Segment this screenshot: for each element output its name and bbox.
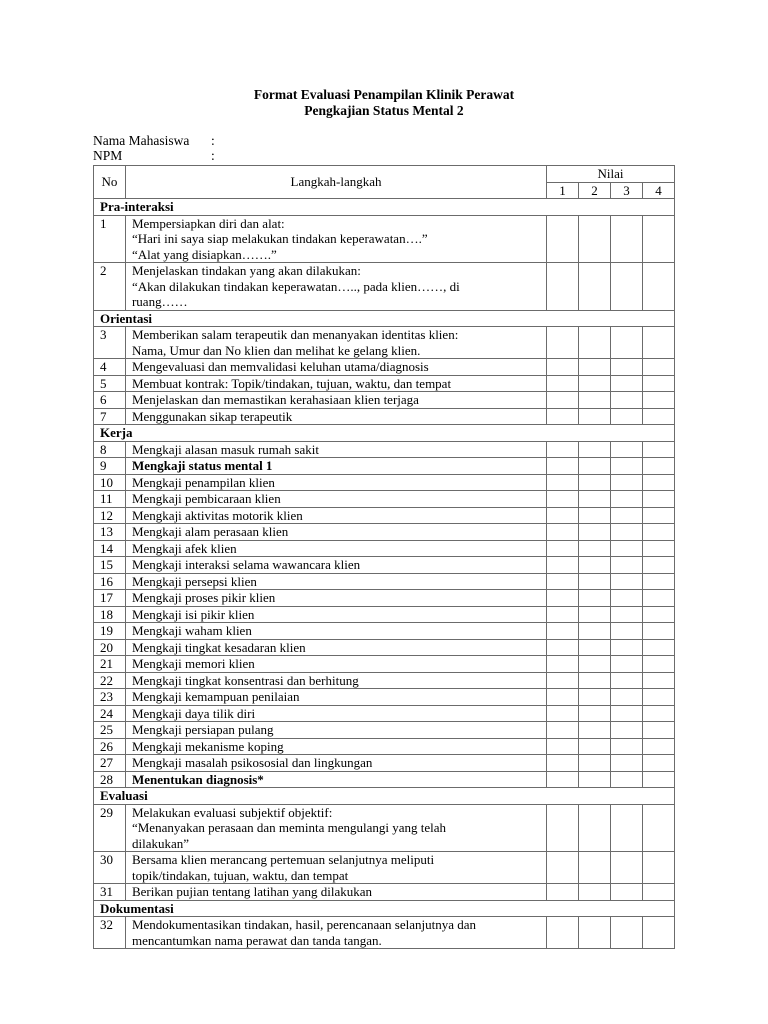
row-number: 19	[94, 623, 126, 640]
score-cell-1[interactable]	[547, 606, 579, 623]
row-number: 28	[94, 771, 126, 788]
score-cell-1[interactable]	[547, 474, 579, 491]
score-cell-2[interactable]	[579, 738, 611, 755]
step-description	[125, 441, 546, 458]
score-cell-3[interactable]	[610, 672, 642, 689]
score-cell-4[interactable]	[642, 623, 674, 640]
row-number: 13	[94, 524, 126, 541]
score-cell-1[interactable]	[547, 884, 579, 901]
score-cell-4[interactable]	[642, 327, 674, 359]
npm-field	[93, 148, 215, 164]
score-cell-3[interactable]	[610, 540, 642, 557]
table-row	[94, 327, 675, 359]
score-cell-3[interactable]	[610, 491, 642, 508]
step-description	[125, 656, 546, 673]
score-cell-1[interactable]	[547, 656, 579, 673]
step-description	[125, 507, 546, 524]
table-row	[94, 917, 675, 949]
score-cell-4[interactable]	[642, 491, 674, 508]
step-line: Mengkaji proses pikir klien	[131, 590, 276, 605]
evaluation-table	[93, 165, 675, 949]
score-cell-2[interactable]	[579, 689, 611, 706]
table-row	[94, 540, 675, 557]
score-cell-1[interactable]	[547, 639, 579, 656]
score-cell-4[interactable]	[642, 722, 674, 739]
step-line: Mengkaji tingkat konsentrasi dan berhitung	[131, 672, 359, 688]
score-cell-1[interactable]	[547, 755, 579, 772]
score-cell-3[interactable]	[610, 623, 642, 640]
score-cell-3[interactable]	[610, 524, 642, 541]
section-row	[94, 425, 675, 442]
step-line: Mengkaji kemampuan penilaian	[131, 689, 300, 704]
score-cell-1[interactable]	[547, 359, 579, 376]
score-cell-4[interactable]	[642, 540, 674, 557]
score-cell-3[interactable]	[610, 606, 642, 623]
score-cell-3[interactable]	[610, 804, 642, 852]
score-cell-2[interactable]	[579, 672, 611, 689]
step-line: Mengkaji daya tilik diri	[131, 705, 256, 721]
table-row	[94, 491, 675, 508]
row-number: 9	[94, 458, 126, 475]
table-row	[94, 722, 675, 739]
section-title: Orientasi	[94, 310, 675, 327]
step-description	[125, 884, 546, 901]
score-cell-2[interactable]	[579, 263, 611, 311]
step-line: Menjelaskan dan memastikan kerahasiaan klien terjaga	[131, 392, 419, 407]
step-description	[125, 392, 546, 409]
table-row	[94, 507, 675, 524]
table-row	[94, 590, 675, 607]
step-line: Mengkaji tingkat kesadaran klien	[131, 639, 306, 655]
score-cell-2[interactable]	[579, 557, 611, 574]
score-cell-4[interactable]	[642, 852, 674, 884]
step-line: Mengkaji waham klien	[131, 623, 252, 638]
score-cell-2[interactable]	[579, 590, 611, 607]
score-cell-1[interactable]	[547, 573, 579, 590]
score-cell-2[interactable]	[579, 573, 611, 590]
score-cell-2[interactable]	[579, 852, 611, 884]
row-number: 14	[94, 540, 126, 557]
table-row	[94, 884, 675, 901]
row-number: 29	[94, 804, 126, 852]
step-line: Menjelaskan tindakan yang akan dilakukan:	[131, 263, 361, 278]
score-cell-4[interactable]	[642, 458, 674, 475]
row-number: 4	[94, 359, 126, 376]
step-line: mencantumkan nama perawat dan tanda tangan.	[131, 932, 382, 948]
row-number: 1	[94, 215, 126, 263]
step-description	[125, 215, 546, 263]
step-line: Mengkaji mekanisme koping	[131, 738, 284, 754]
score-cell-1[interactable]	[547, 738, 579, 755]
step-line: dilakukan”	[131, 835, 190, 851]
score-cell-4[interactable]	[642, 359, 674, 376]
score-cell-1[interactable]	[547, 917, 579, 949]
score-cell-4[interactable]	[642, 441, 674, 458]
score-cell-2[interactable]	[579, 458, 611, 475]
score-cell-4[interactable]	[642, 917, 674, 949]
table-row	[94, 263, 675, 311]
student-name-label: Nama Mahasiswa	[93, 133, 190, 148]
row-number: 32	[94, 917, 126, 949]
score-cell-1[interactable]	[547, 590, 579, 607]
step-description	[125, 458, 546, 475]
step-description	[125, 722, 546, 739]
table-row	[94, 705, 675, 722]
score-cell-1[interactable]	[547, 524, 579, 541]
score-cell-3[interactable]	[610, 392, 642, 409]
score-cell-1[interactable]	[547, 441, 579, 458]
step-line: Memberikan salam terapeutik dan menanyakan identitas klien:	[131, 327, 459, 342]
score-cell-2[interactable]	[579, 507, 611, 524]
score-cell-2[interactable]	[579, 359, 611, 376]
row-number: 31	[94, 884, 126, 901]
score-cell-1[interactable]	[547, 804, 579, 852]
student-name-field	[93, 133, 215, 149]
row-number: 15	[94, 557, 126, 574]
score-cell-3[interactable]	[610, 441, 642, 458]
score-cell-4[interactable]	[642, 392, 674, 409]
table-row	[94, 672, 675, 689]
step-line: Mengkaji masalah psikososial dan lingkungan	[131, 755, 373, 770]
header-score-2: 2	[579, 182, 611, 199]
header-score: Nilai	[547, 166, 675, 183]
score-cell-1[interactable]	[547, 375, 579, 392]
table-row	[94, 738, 675, 755]
table-row	[94, 689, 675, 706]
score-cell-1[interactable]	[547, 491, 579, 508]
table-row	[94, 359, 675, 376]
score-cell-1[interactable]	[547, 458, 579, 475]
score-cell-2[interactable]	[579, 327, 611, 359]
step-description	[125, 590, 546, 607]
header-score-3: 3	[610, 182, 642, 199]
header-score-4: 4	[642, 182, 674, 199]
step-description	[125, 852, 546, 884]
step-line: Mempersiapkan diri dan alat:	[131, 215, 285, 231]
score-cell-3[interactable]	[610, 408, 642, 425]
score-cell-1[interactable]	[547, 392, 579, 409]
section-row	[94, 900, 675, 917]
score-cell-4[interactable]	[642, 573, 674, 590]
score-cell-3[interactable]	[610, 375, 642, 392]
score-cell-2[interactable]	[579, 804, 611, 852]
score-cell-1[interactable]	[547, 408, 579, 425]
score-cell-2[interactable]	[579, 441, 611, 458]
score-cell-4[interactable]	[642, 408, 674, 425]
score-cell-3[interactable]	[610, 359, 642, 376]
step-line: Mengkaji interaksi selama wawancara klien	[131, 557, 361, 572]
score-cell-2[interactable]	[579, 606, 611, 623]
score-cell-2[interactable]	[579, 917, 611, 949]
score-cell-3[interactable]	[610, 639, 642, 656]
table-row	[94, 441, 675, 458]
step-description	[125, 689, 546, 706]
step-line: Menggunakan sikap terapeutik	[131, 408, 293, 424]
score-cell-2[interactable]	[579, 540, 611, 557]
score-cell-4[interactable]	[642, 705, 674, 722]
step-line: Mengevaluasi dan memvalidasi keluhan utama/diagnosis	[131, 359, 429, 374]
section-row	[94, 199, 675, 216]
score-cell-1[interactable]	[547, 540, 579, 557]
table-row	[94, 573, 675, 590]
score-cell-4[interactable]	[642, 215, 674, 263]
step-line: Mengkaji memori klien	[131, 656, 255, 671]
score-cell-4[interactable]	[642, 590, 674, 607]
step-description	[125, 771, 546, 788]
score-cell-4[interactable]	[642, 263, 674, 311]
score-cell-3[interactable]	[610, 884, 642, 901]
row-number: 10	[94, 474, 126, 491]
score-cell-1[interactable]	[547, 507, 579, 524]
score-cell-1[interactable]	[547, 852, 579, 884]
section-title: Dokumentasi	[94, 900, 675, 917]
score-cell-4[interactable]	[642, 474, 674, 491]
table-row	[94, 524, 675, 541]
score-cell-2[interactable]	[579, 524, 611, 541]
npm-label: NPM	[93, 148, 123, 163]
score-cell-4[interactable]	[642, 755, 674, 772]
step-line: ruang……	[131, 294, 188, 309]
step-description	[125, 557, 546, 574]
page-title: Format Evaluasi Penampilan Klinik Perawat	[253, 87, 515, 102]
npm-colon: :	[211, 148, 215, 163]
step-description	[125, 474, 546, 491]
step-description	[125, 606, 546, 623]
row-number: 17	[94, 590, 126, 607]
score-cell-1[interactable]	[547, 689, 579, 706]
score-cell-4[interactable]	[642, 672, 674, 689]
header-steps: Langkah-langkah	[125, 166, 546, 199]
table-row	[94, 474, 675, 491]
row-number: 8	[94, 441, 126, 458]
score-cell-2[interactable]	[579, 884, 611, 901]
score-cell-3[interactable]	[610, 689, 642, 706]
step-description	[125, 408, 546, 425]
row-number: 6	[94, 392, 126, 409]
score-cell-3[interactable]	[610, 215, 642, 263]
score-cell-2[interactable]	[579, 375, 611, 392]
score-cell-4[interactable]	[642, 557, 674, 574]
row-number: 22	[94, 672, 126, 689]
score-cell-3[interactable]	[610, 771, 642, 788]
score-cell-3[interactable]	[610, 656, 642, 673]
table-row	[94, 408, 675, 425]
score-cell-2[interactable]	[579, 491, 611, 508]
table-row	[94, 771, 675, 788]
step-line: Mengkaji afek klien	[131, 540, 237, 556]
row-number: 21	[94, 656, 126, 673]
score-cell-1[interactable]	[547, 722, 579, 739]
step-description	[125, 524, 546, 541]
score-cell-3[interactable]	[610, 852, 642, 884]
section-title: Pra-interaksi	[94, 199, 675, 216]
score-cell-4[interactable]	[642, 375, 674, 392]
table-row	[94, 606, 675, 623]
step-line: Mengkaji alam perasaan klien	[131, 524, 289, 539]
step-description	[125, 359, 546, 376]
score-cell-2[interactable]	[579, 771, 611, 788]
step-line: Bersama klien merancang pertemuan selanjutnya meliputi	[131, 852, 435, 867]
section-title: Kerja	[94, 425, 675, 442]
row-number: 16	[94, 573, 126, 590]
score-cell-1[interactable]	[547, 263, 579, 311]
score-cell-4[interactable]	[642, 689, 674, 706]
score-cell-4[interactable]	[642, 507, 674, 524]
step-description	[125, 755, 546, 772]
step-line: Mendokumentasikan tindakan, hasil, perencanaan selanjutnya dan	[131, 917, 476, 932]
step-line: Mengkaji isi pikir klien	[131, 606, 255, 622]
table-row	[94, 852, 675, 884]
row-number: 23	[94, 689, 126, 706]
table-row	[94, 557, 675, 574]
row-number: 18	[94, 606, 126, 623]
score-cell-2[interactable]	[579, 705, 611, 722]
step-line: Mengkaji aktivitas motorik klien	[131, 507, 303, 523]
row-number: 26	[94, 738, 126, 755]
score-cell-2[interactable]	[579, 755, 611, 772]
score-cell-3[interactable]	[610, 474, 642, 491]
score-cell-2[interactable]	[579, 623, 611, 640]
student-name-colon: :	[211, 133, 215, 148]
step-description	[125, 804, 546, 852]
score-cell-1[interactable]	[547, 215, 579, 263]
table-row	[94, 375, 675, 392]
section-row	[94, 788, 675, 805]
table-row	[94, 623, 675, 640]
score-cell-4[interactable]	[642, 804, 674, 852]
step-line: “Akan dilakukan tindakan keperawatan….., pada klien……, di	[131, 278, 460, 294]
row-number: 11	[94, 491, 126, 508]
score-cell-4[interactable]	[642, 884, 674, 901]
header-no: No	[94, 166, 126, 199]
score-cell-3[interactable]	[610, 458, 642, 475]
step-line: “Menanyakan perasaan dan meminta mengulangi yang telah	[131, 820, 447, 835]
step-description	[125, 917, 546, 949]
header-score-1: 1	[547, 182, 579, 199]
score-cell-2[interactable]	[579, 392, 611, 409]
score-cell-4[interactable]	[642, 524, 674, 541]
section-title: Evaluasi	[94, 788, 675, 805]
score-cell-3[interactable]	[610, 573, 642, 590]
table-row	[94, 804, 675, 852]
score-cell-3[interactable]	[610, 755, 642, 772]
step-line: Mengkaji penampilan klien	[131, 474, 275, 490]
row-number: 7	[94, 408, 126, 425]
step-description	[125, 672, 546, 689]
step-line: Mengkaji persiapan pulang	[131, 722, 274, 737]
score-cell-3[interactable]	[610, 327, 642, 359]
score-cell-1[interactable]	[547, 623, 579, 640]
step-description	[125, 623, 546, 640]
score-cell-1[interactable]	[547, 557, 579, 574]
score-cell-4[interactable]	[642, 771, 674, 788]
table-row	[94, 639, 675, 656]
step-line: Melakukan evaluasi subjektif objektif:	[131, 804, 333, 820]
row-number: 3	[94, 327, 126, 359]
table-row	[94, 755, 675, 772]
step-line: Mengkaji status mental 1	[131, 458, 273, 473]
step-line: Mengkaji pembicaraan klien	[131, 491, 281, 506]
score-cell-2[interactable]	[579, 722, 611, 739]
row-number: 25	[94, 722, 126, 739]
step-description	[125, 705, 546, 722]
step-description	[125, 375, 546, 392]
step-description	[125, 540, 546, 557]
score-cell-3[interactable]	[610, 557, 642, 574]
table-row	[94, 458, 675, 475]
score-cell-2[interactable]	[579, 656, 611, 673]
step-description	[125, 573, 546, 590]
score-cell-3[interactable]	[610, 705, 642, 722]
step-description	[125, 738, 546, 755]
score-cell-3[interactable]	[610, 590, 642, 607]
score-cell-1[interactable]	[547, 771, 579, 788]
step-line: topik/tindakan, tujuan, waktu, dan tempat	[131, 867, 349, 883]
score-cell-2[interactable]	[579, 474, 611, 491]
score-cell-1[interactable]	[547, 327, 579, 359]
row-number: 20	[94, 639, 126, 656]
score-cell-4[interactable]	[642, 656, 674, 673]
step-description	[125, 639, 546, 656]
score-cell-4[interactable]	[642, 606, 674, 623]
table-row	[94, 392, 675, 409]
step-line: Mengkaji persepsi klien	[131, 573, 257, 589]
step-description	[125, 491, 546, 508]
step-line: “Alat yang disiapkan…….”	[131, 246, 277, 262]
score-cell-3[interactable]	[610, 263, 642, 311]
score-cell-4[interactable]	[642, 639, 674, 656]
step-line: Membuat kontrak: Topik/tindakan, tujuan, waktu, dan tempat	[131, 375, 452, 391]
score-cell-2[interactable]	[579, 639, 611, 656]
score-cell-2[interactable]	[579, 408, 611, 425]
row-number: 30	[94, 852, 126, 884]
score-cell-3[interactable]	[610, 722, 642, 739]
row-number: 5	[94, 375, 126, 392]
step-line: Mengkaji alasan masuk rumah sakit	[131, 441, 319, 457]
score-cell-3[interactable]	[610, 507, 642, 524]
table-row	[94, 215, 675, 263]
score-cell-3[interactable]	[610, 917, 642, 949]
table-row	[94, 656, 675, 673]
step-line: Nama, Umur dan No klien dan melihat ke gelang klien.	[131, 342, 421, 358]
row-number: 24	[94, 705, 126, 722]
score-cell-1[interactable]	[547, 672, 579, 689]
table-body	[94, 199, 675, 949]
score-cell-1[interactable]	[547, 705, 579, 722]
score-cell-2[interactable]	[579, 215, 611, 263]
step-description	[125, 263, 546, 311]
score-cell-3[interactable]	[610, 738, 642, 755]
section-row	[94, 310, 675, 327]
row-number: 2	[94, 263, 126, 311]
row-number: 12	[94, 507, 126, 524]
page-subtitle: Pengkajian Status Mental 2	[304, 103, 464, 118]
row-number: 27	[94, 755, 126, 772]
score-cell-4[interactable]	[642, 738, 674, 755]
step-line: Menentukan diagnosis*	[131, 771, 264, 787]
step-line: Berikan pujian tentang latihan yang dilakukan	[131, 884, 373, 899]
step-line: “Hari ini saya siap melakukan tindakan keperawatan….”	[131, 231, 428, 246]
step-description	[125, 327, 546, 359]
